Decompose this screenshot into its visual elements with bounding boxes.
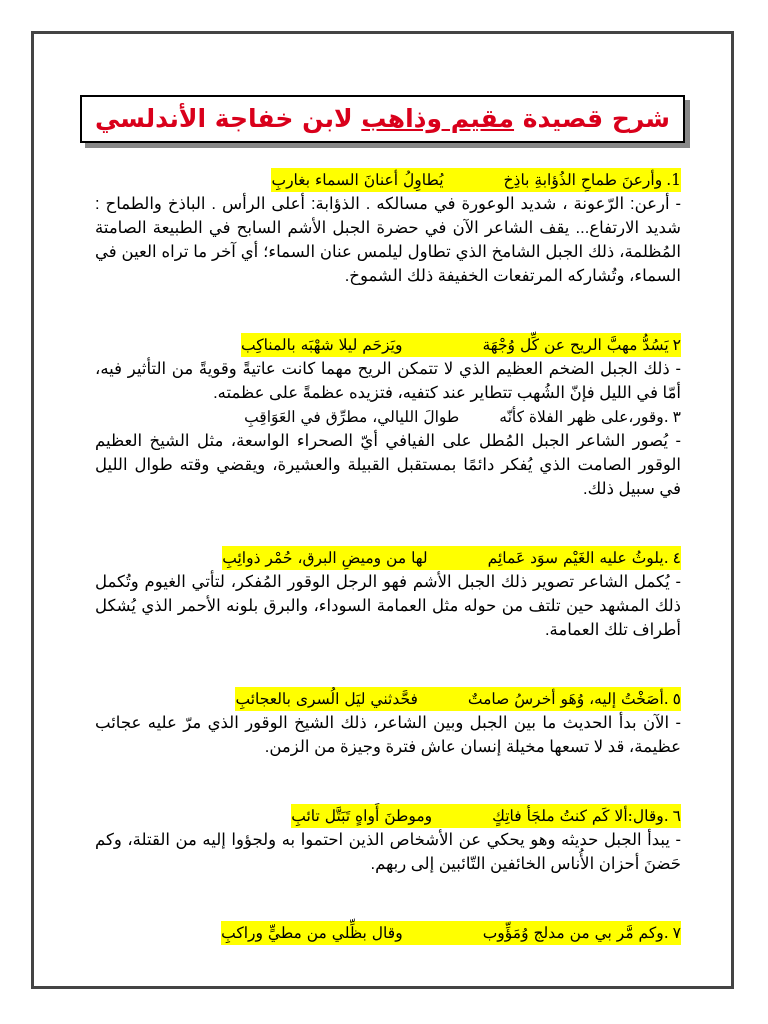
- entry-1: [95, 168, 681, 288]
- entry-3: [95, 405, 681, 501]
- verse-number: ٣: [672, 408, 681, 426]
- verse-first-half: وأرعنَ طماحِ الذُؤابةِ باذِخ: [503, 171, 663, 189]
- entry-5: [95, 687, 681, 759]
- verse-line: [291, 804, 681, 828]
- verse-second-half: وقال بظِّلي من مطيٍّ وراكبِ: [221, 924, 403, 942]
- verse-second-half: فحَّدثني ليَل الُسرى بالعجائبِ: [235, 690, 418, 708]
- verse-line: [271, 168, 681, 192]
- verse-first-half: .وقال:ألا كَم كنتُ ملجَأ فاتِكٍ: [492, 807, 669, 825]
- title-underlined: مقيم وذاهب: [361, 104, 515, 133]
- title-part-2: لابن خفاجة الأندلسي: [94, 104, 362, 133]
- entry-2: [95, 333, 681, 405]
- title-part-1: شرح قصيدة: [514, 104, 671, 133]
- verse-line: [235, 687, 681, 711]
- verse-number: ٢: [672, 336, 681, 354]
- verse-number: ٤: [672, 549, 681, 567]
- explanation: - الآن بدأ الحديث ما بين الجبل وبين الشاعر، ذلك الشيخ الوقور الذي مرّ عليه عجائب عظيمة، قد لا تسعها مخيلة إنسان عاش فترة وجيزة من الزمن.: [95, 714, 681, 756]
- verse-first-half: .أصَخْتُ إليه، وُهَو أخرسُ صامتٌ: [467, 690, 669, 708]
- verse-first-half: .وكم مَّر بي من مدلج وُمَؤِّوب: [482, 924, 669, 942]
- verse-line: [244, 408, 681, 426]
- verse-number: 1.: [666, 171, 681, 189]
- verse-second-half: وموطنَ أَواهٍ تَبَتَّل تائبِ: [291, 807, 433, 825]
- verse-line: [222, 546, 681, 570]
- verse-line: [241, 333, 681, 357]
- verse-second-half: يُطاوِلُ أعنانَ السماء بغاربِ: [271, 171, 444, 189]
- verse-number: ٥: [672, 690, 681, 708]
- explanation: - يُصور الشاعر الجبل المُطل على الفيافي أيّ الصحراء الواسعة، مثل الشيخ العظيم الوقور الصامت الذي يُفكر دائمًا بمستقبل القبيلة والعشيرة، ويقضي وقته طوال الليل في سبيل ذلك.: [95, 432, 681, 498]
- verse-second-half: طوالَ الليالي، مطرِّق في العَوَاقِبِ: [244, 408, 460, 426]
- entry-4: [95, 546, 681, 642]
- entry-7: [95, 921, 681, 945]
- explanation: - أرعن: الرّعونة ، شديد الوعورة في مسالكه . الذؤابة: أعلى الرأس . الباذخ والطماح : شديد الارتفاع... يقف الشاعر الآن في حضرة الجبل الأشم السابح في الطبيعة الصامتة المُظلمة، ذلك الجبل الشامخ الذي تطاول ليلمس عنان السماء؛ أي آخر ما تراه العين في السماء، وتُشاركه المرتفعات الخفيفة ذلك الشموخ.: [95, 195, 681, 285]
- content: [95, 168, 681, 968]
- verse-first-half: .وقور،على ظهر الفلاة كأنّه: [499, 408, 669, 426]
- verse-line: [221, 921, 681, 945]
- verse-second-half: لها من وميضِ البرق، حُمْر ذوائِبِ: [222, 549, 428, 567]
- verse-first-half: .يلوثُ عليه الغَيْم سوَد عَمائِم: [487, 549, 669, 567]
- page-title: [95, 104, 670, 133]
- explanation: - يُكمل الشاعر تصوير ذلك الجبل الأشم فهو الرجل الوقور المُفكر، لتأتي الغيوم وتُكمل ذلك المشهد حين تلتف من حوله مثل العمامة السوداء، والبرق بلونه الأحمر الذي يُشكل أطراف تلك العمامة.: [95, 573, 681, 639]
- entry-6: [95, 804, 681, 876]
- explanation: - ذلك الجبل الضخم العظيم الذي لا تتمكن الريح مهما كانت عاتيةً وقويةً من التأثير فيه، أمّا في الليل فإنّ الشُهب تتطاير عند كتفيه، فتزيده عظمةً على عظمته.: [95, 360, 681, 402]
- verse-number: ٦: [672, 807, 681, 825]
- title-box: [80, 95, 685, 143]
- verse-first-half: يَسُدُّ مهبَّ الريح عن كِّل وُجْهَة: [482, 336, 669, 354]
- verse-second-half: ويَزحَم ليلا شهْبَه بالمناكِب: [240, 336, 403, 354]
- verse-number: ٧: [672, 924, 681, 942]
- explanation: - يبدأ الجبل حديثه وهو يحكي عن الأشخاص الذين احتموا به ولجؤوا إليه من القتلة، وكم حَضنَ أحزان الأُناس الخائفين التّائبين إلى ربهم.: [95, 831, 681, 873]
